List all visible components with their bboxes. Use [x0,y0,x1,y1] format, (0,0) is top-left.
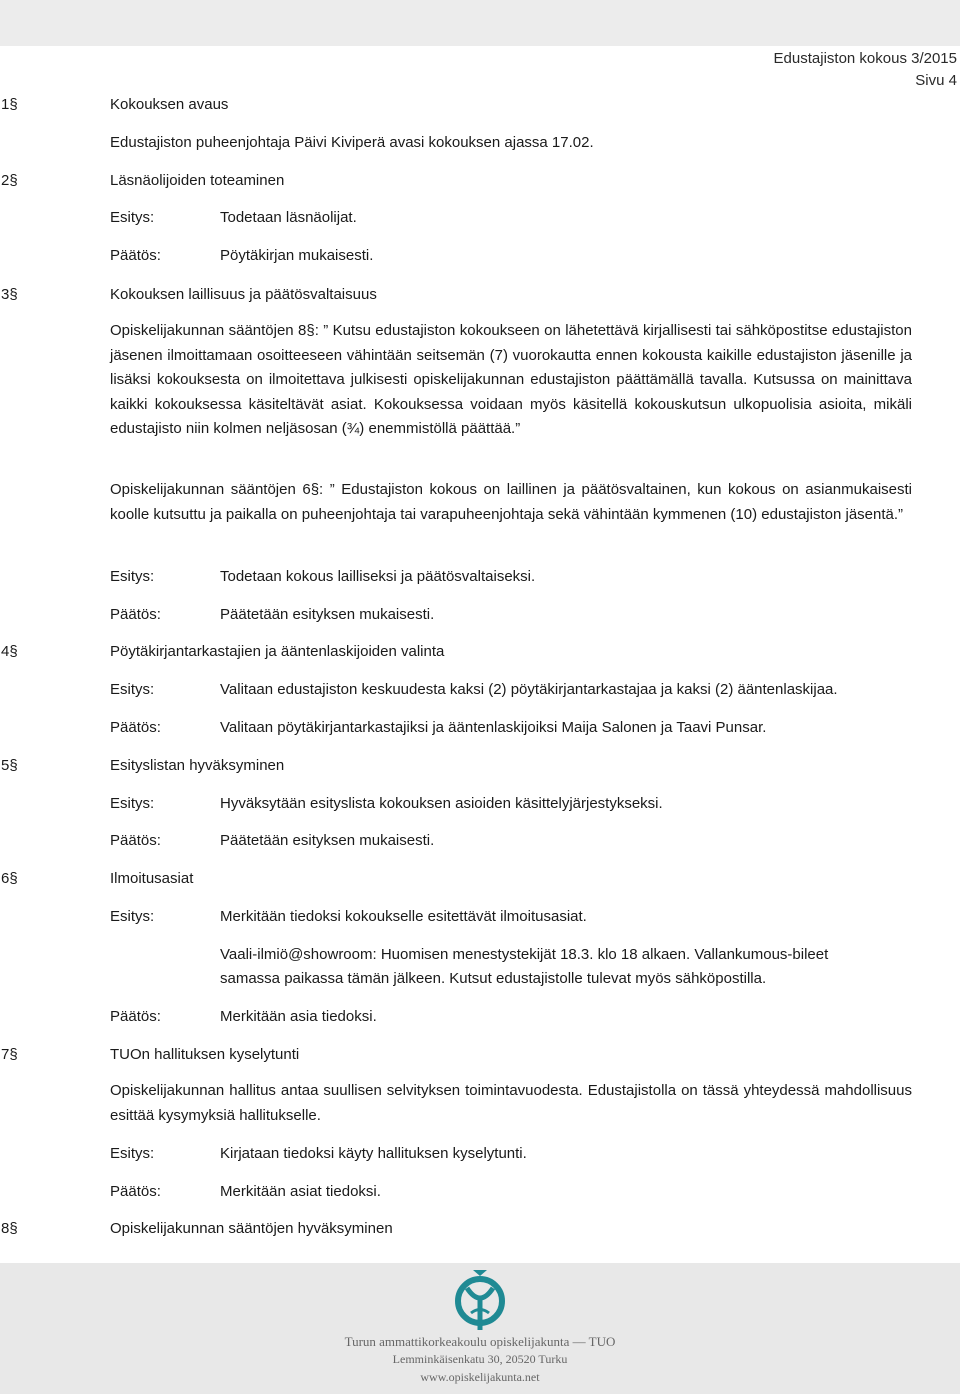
section-title: Läsnäolijoiden toteaminen [110,172,285,189]
section-title: Esityslistan hyväksyminen [110,757,285,774]
announcement-line: Vaali-ilmiö@showroom: Huomisen menestystekijät 18.3. klo 18 alkaen. Vallankumous-bileet [220,946,829,963]
section-number: 1§ [1,96,18,113]
document-title: Edustajiston kokous 3/2015 [773,50,957,67]
proposal-text: Merkitään tiedoksi kokoukselle esitettävät ilmoitusasiat. [220,908,587,925]
proposal-text: Todetaan kokous lailliseksi ja päätösvaltaiseksi. [220,568,536,585]
page-number: Sivu 4 [915,72,957,89]
proposal-text: Todetaan läsnäolijat. [220,209,357,226]
section-title: Kokouksen laillisuus ja päätösvaltaisuus [110,286,377,303]
decision-label: Päätös: [110,1008,161,1025]
decision-label: Päätös: [110,606,161,623]
decision-label: Päätös: [110,832,161,849]
top-bar [0,0,960,46]
decision-text: Valitaan pöytäkirjantarkastajiksi ja ääntenlaskijoiksi Maija Salonen ja Taavi Punsar. [220,719,767,736]
section-title: TUOn hallituksen kyselytunti [110,1046,300,1063]
section-number: 7§ [1,1046,18,1063]
section-number: 8§ [1,1220,18,1237]
footer-address: Lemminkäisenkatu 30, 20520 Turku [392,1352,568,1366]
decision-text: Pöytäkirjan mukaisesti. [220,247,374,264]
rules-quote-paragraph: Opiskelijakunnan sääntöjen 6§: ” Edustajiston kokous on laillinen ja päätösvaltainen, kun kokous on asianmukaisesti koolle kutsuttu ja paikalla on puheenjohtaja tai varapuheenjohtaja sekä vähintään kymmenen (10) edustajiston jäsentä.” [110,481,912,523]
proposal-label: Esitys: [110,209,155,226]
proposal-label: Esitys: [110,908,155,925]
proposal-label: Esitys: [110,681,155,698]
proposal-text: Hyväksytään esityslista kokouksen asioiden käsittelyjärjestykseksi. [220,795,663,812]
section-number: 5§ [1,757,18,774]
section-title: Ilmoitusasiat [110,870,194,887]
proposal-label: Esitys: [110,1145,155,1162]
proposal-label: Esitys: [110,568,155,585]
proposal-text: Kirjataan tiedoksi käyty hallituksen kyselytunti. [220,1145,527,1162]
decision-text: Päätetään esityksen mukaisesti. [220,606,435,623]
section-number: 4§ [1,643,18,660]
announcement-line: samassa paikassa tämän jälkeen. Kutsut edustajistolle tulevat myös sähköpostilla. [220,970,767,987]
decision-label: Päätös: [110,719,161,736]
proposal-text: Valitaan edustajiston keskuudesta kaksi (2) pöytäkirjantarkastajaa ja kaksi (2) ääntenlaskijaa. [220,681,838,698]
section-paragraph: Opiskelijakunnan hallitus antaa suullisen selvityksen toimintavuodesta. Edustajistolla on tässä yhteydessä mahdollisuus esittää kysymyksiä hallitukselle. [110,1082,912,1124]
section-title: Pöytäkirjantarkastajien ja ääntenlaskijoiden valinta [110,643,445,660]
footer-organization: Turun ammattikorkeakoulu opiskelijakunta — TUO [344,1334,616,1349]
section-title: Kokouksen avaus [110,96,229,113]
section-number: 2§ [1,172,18,189]
decision-text: Merkitään asiat tiedoksi. [220,1183,381,1200]
section-title: Opiskelijakunnan sääntöjen hyväksyminen [110,1220,393,1237]
organization-logo-icon [447,1268,513,1334]
rules-quote-paragraph: Opiskelijakunnan sääntöjen 8§: ” Kutsu edustajiston kokoukseen on lähetettävä kirjallisesti tai sähköpostitse edustajiston jäsenen ilmoittamaan osoitteeseen vähintään seitsemän (7) vuorokautta ennen kokousta kaikille edustajiston jäsenille ja lisäksi kokouksesta on ilmoitettava julkisesti opiskelijakunnan edustajiston päättämällä tavalla. Kutsussa on mainittava kaikki kokouksessa käsiteltävät asiat. Kokouksessa voidaan myös käsitellä kokouskutsun ulkopuolisia asioita, mikäli edustajisto niin kolmen neljäsosan (¾) enemmistöllä päättää.” [110,322,912,437]
section-number: 3§ [1,286,18,303]
decision-label: Päätös: [110,247,161,264]
section-text: Edustajiston puheenjohtaja Päivi Kiviperä avasi kokouksen ajassa 17.02. [110,134,594,151]
decision-text: Päätetään esityksen mukaisesti. [220,832,435,849]
footer-website-link[interactable]: www.opiskelijakunta.net [420,1370,540,1384]
section-number: 6§ [1,870,18,887]
decision-label: Päätös: [110,1183,161,1200]
proposal-label: Esitys: [110,795,155,812]
decision-text: Merkitään asia tiedoksi. [220,1008,377,1025]
